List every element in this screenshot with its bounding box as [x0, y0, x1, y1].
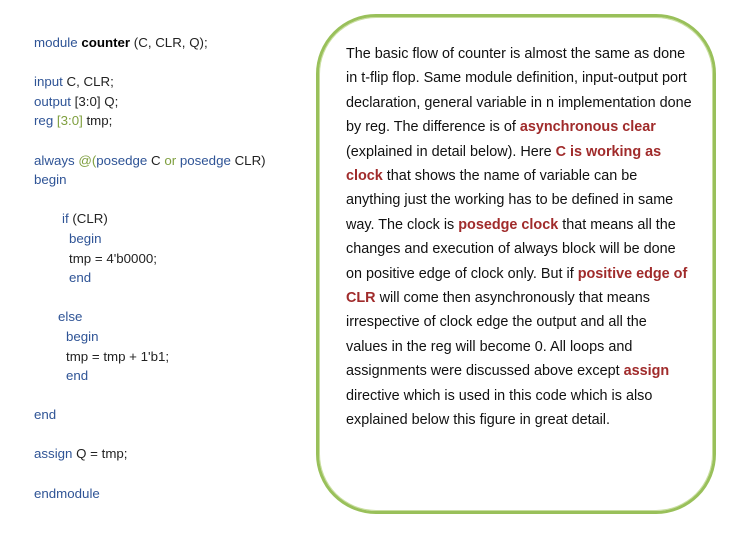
code-line-if-begin: begin — [69, 230, 102, 246]
code-line-endmodule: endmodule — [34, 485, 100, 501]
highlight-posedge-clr: positive edge of CLR — [346, 265, 688, 307]
highlight-async-clear: asynchronous clear — [519, 119, 656, 136]
code-line-always-end: end — [34, 407, 57, 423]
code-line-begin: begin — [34, 172, 67, 188]
code-line-always: always @(posedge C or posedge CLR) — [34, 152, 266, 168]
highlight-posedge-clock: posedge clock — [458, 216, 559, 233]
code-line-if-end: end — [69, 270, 92, 286]
code-line-if: if (CLR) — [62, 211, 108, 227]
code-line-else-begin: begin — [66, 328, 99, 344]
code-line-reg: reg [3:0] tmp; — [34, 113, 113, 129]
verilog-code-block — [34, 33, 314, 503]
code-line-assign: assign Q = tmp; — [34, 446, 128, 462]
highlight-assign: assign — [623, 363, 670, 380]
code-line-output: output [3:0] Q; — [34, 93, 119, 109]
code-line-module: module counter (C, CLR, Q); — [34, 35, 208, 50]
description-text: The basic flow of counter is almost the same as done in t-flip flop. Same module definition, input-output port declaration, general variable in n implementation done by reg. The difference is of asynchronous clear (explained in detail below). Here C is working as clock that shows the name of variable can be anything just the working has to be defined in same way. The clock is posedge clock that means all the changes and execution of always block will be done on positive edge of clock only. But if positive edge of CLR will come then asynchronously that means irrespective of clock edge the output and all the values in the reg will become 0. All loops and assignments were discussed above except assign directive which is used in this code which is also explained below this figure in great detail. — [346, 46, 692, 429]
highlight-c-clock: C is working as clock — [346, 143, 662, 185]
code-line-input: input C, CLR; — [34, 74, 114, 90]
code-line-increment: tmp = tmp + 1'b1; — [66, 348, 170, 364]
code-line-reset-assign: tmp = 4'b0000; — [69, 250, 157, 266]
code-line-else-end: end — [66, 368, 89, 384]
code-line-else: else — [58, 309, 83, 325]
